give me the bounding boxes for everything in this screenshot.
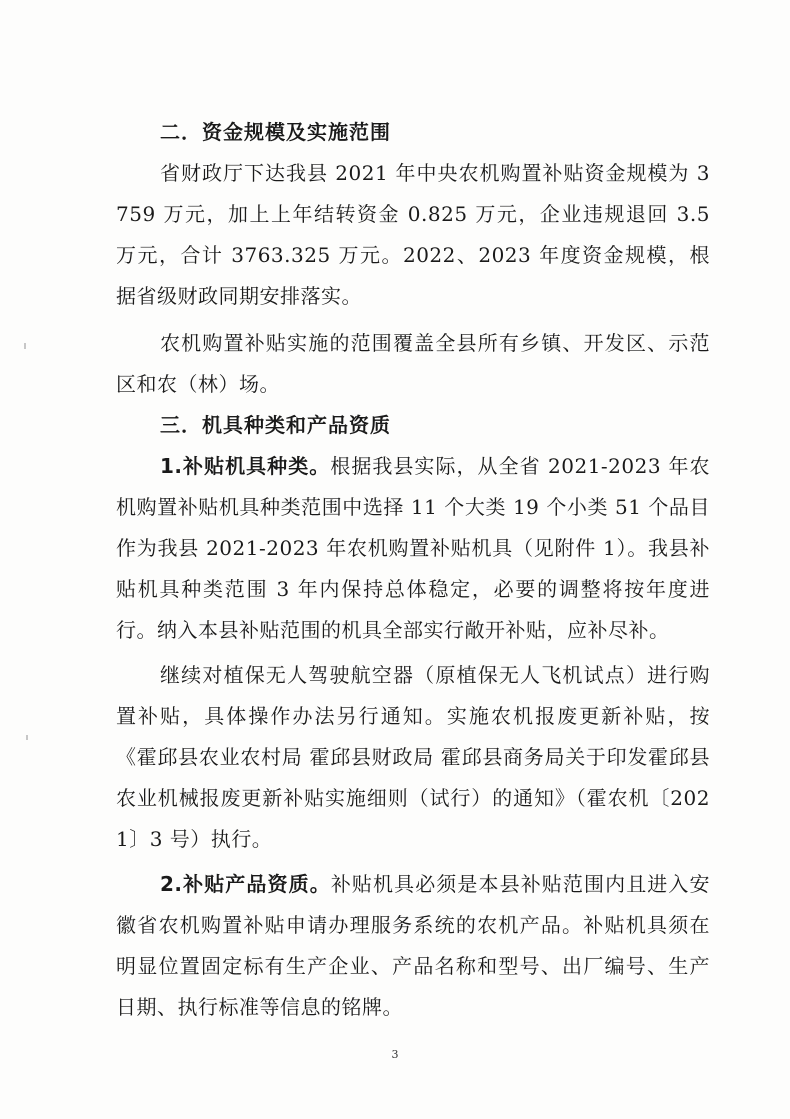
section-2-heading: 二．资金规模及实施范围 <box>160 120 391 144</box>
scan-artifact-mark <box>26 735 28 740</box>
section-3-heading: 三．机具种类和产品资质 <box>160 413 391 437</box>
scan-artifact-mark <box>24 343 26 349</box>
product-qualification-lead: 2.补贴产品资质。 <box>160 872 331 896</box>
funding-scale-paragraph: 省财政厅下达我县 2021 年中央农机购置补贴资金规模为 3759 万元，加上上年结转资金 0.825 万元，企业违规退回 3.5 万元，合计 3763.325 万元。2022、2023 年度资金规模，根据省级财政同期安排落实。 <box>116 161 710 308</box>
subsidy-machine-types-paragraph <box>116 446 710 651</box>
implementation-scope-paragraph: 农机购置补贴实施的范围覆盖全县所有乡镇、开发区、示范区和农（林）场。 <box>116 331 710 396</box>
page-number: 3 <box>391 1048 399 1061</box>
subsidy-machine-types-text: 根据我县实际，从全省 2021-2023 年农机购置补贴机具种类范围中选择 11 个大类 19 个小类 51 个品目作为我县 2021-2023 年农机购置补贴机具（见附件 1）。我县补贴机具种类范围 3 年内保持总体稳定，必要的调整将按年度进行。纳入本县补贴范围的机具全部实行敞开补贴，应补尽补。 <box>116 454 711 642</box>
document-body <box>116 112 710 1028</box>
product-qualification-text: 补贴机具必须是本县补贴范围内且进入安徽省农机购置补贴申请办理服务系统的农机产品。补贴机具须在明显位置固定标有生产企业、产品名称和型号、出厂编号、生产日期、执行标准等信息的铭牌。 <box>116 872 711 1019</box>
product-qualification-paragraph <box>116 864 710 1028</box>
drone-subsidy-paragraph: 继续对植保无人驾驶航空器（原植保无人飞机试点）进行购置补贴，具体操作办法另行通知。实施农机报废更新补贴，按《霍邱县农业农村局 霍邱县财政局 霍邱县商务局关于印发霍邱县农业机械报废更新补贴实施细则（试行）的通知》（霍农机〔2021〕3 号）执行。 <box>116 663 710 851</box>
subsidy-machine-types-lead: 1.补贴机具种类。 <box>160 454 331 478</box>
